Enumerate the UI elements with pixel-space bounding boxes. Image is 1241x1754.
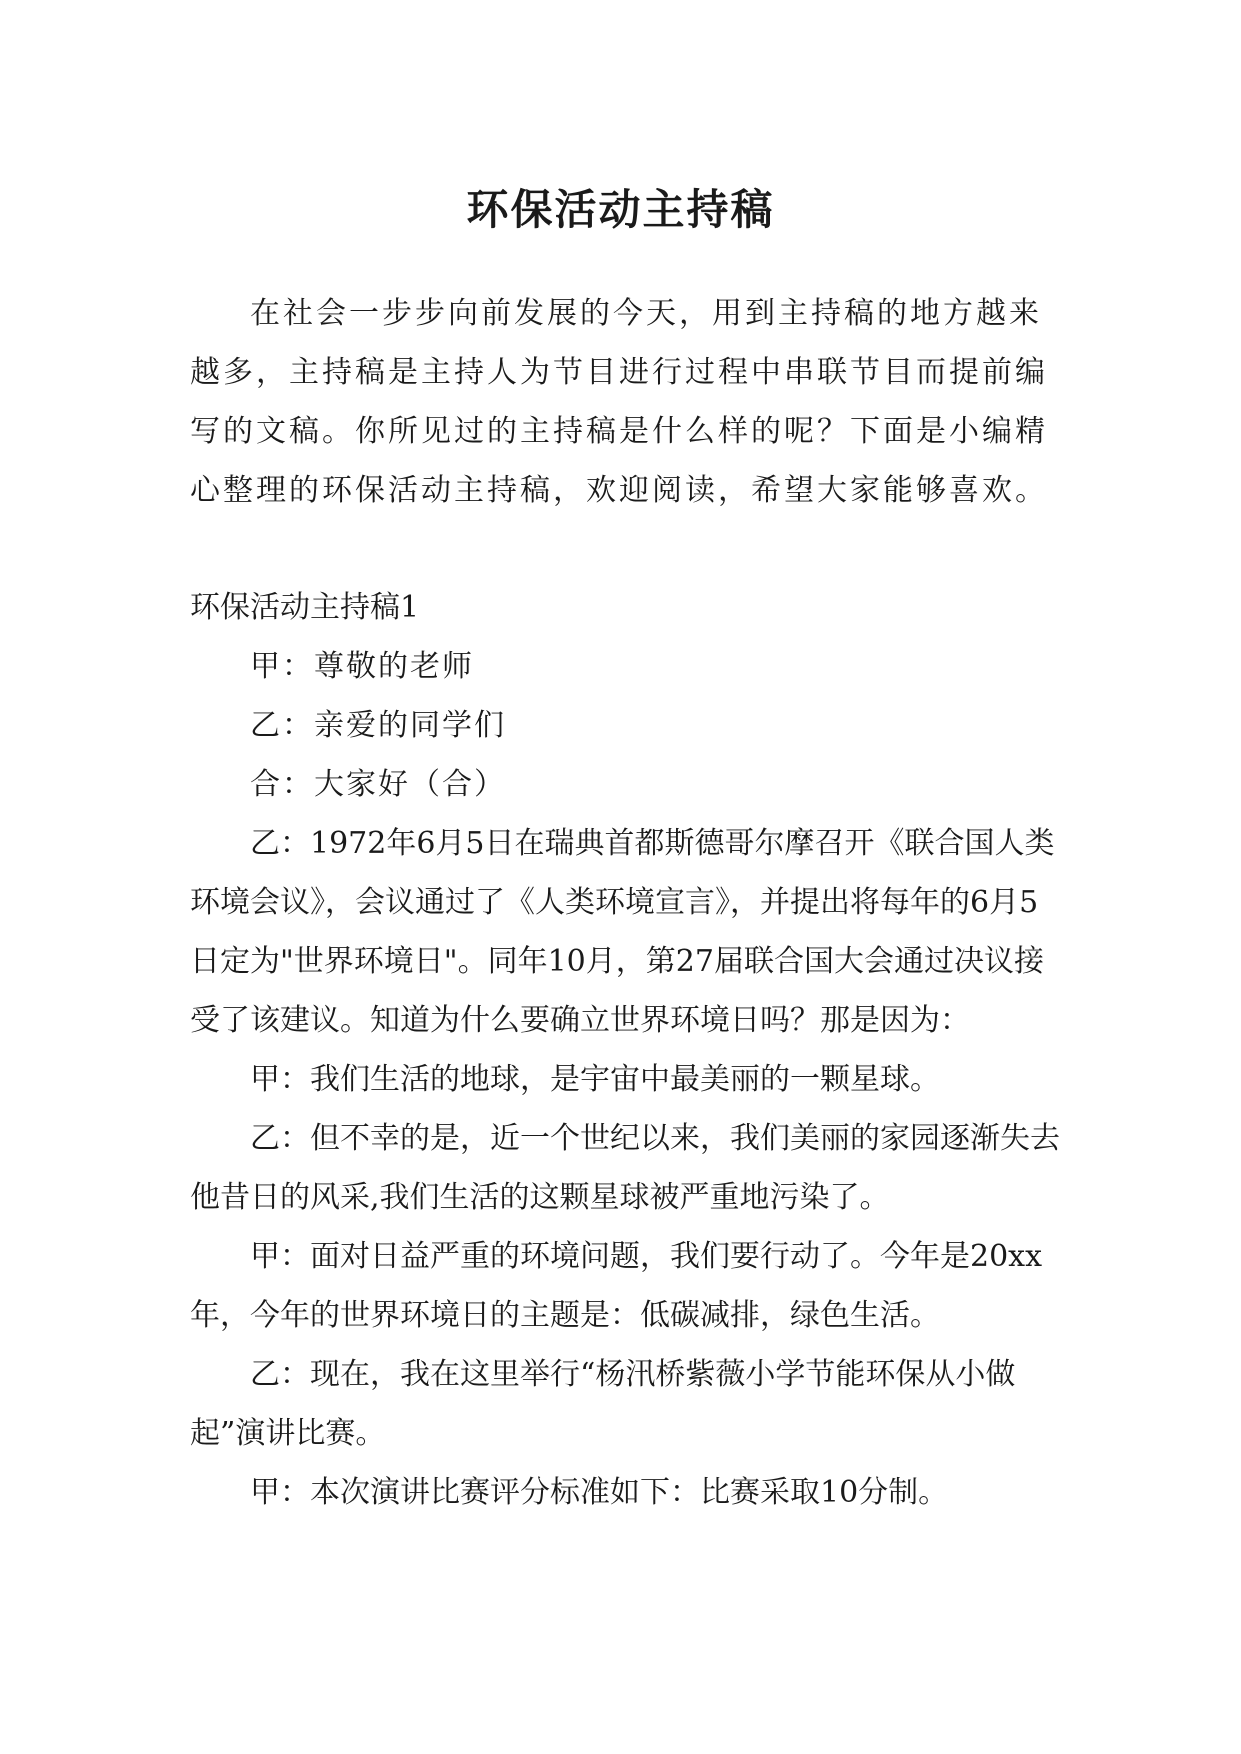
intro-paragraph: 在社会一步步向前发展的今天，用到主持稿的地方越来越多，主持稿是主持人为节目进行过程中串联节目而提前编写的文稿。你所见过的主持稿是什么样的呢？下面是小编精心整理的环保活动主持稿，欢迎阅读，希望大家能够喜欢。 bbox=[190, 296, 1048, 508]
section-heading: 环保活动主持稿1 bbox=[190, 590, 420, 625]
paragraph: 甲：尊敬的老师 bbox=[250, 649, 474, 684]
paragraph: 乙：1972年6月5日在瑞典首都斯德哥尔摩召开《联合国人类环境会议》，会议通过了《人类环境宣言》，并提出将每年的6月5日定为"世界环境日"。同年10月，第27届联合国大会通过决议接受了该建议。知道为什么要确立世界环境日吗？那是因为： bbox=[190, 826, 1055, 1038]
document-body bbox=[190, 284, 1060, 1522]
paragraph: 乙：亲爱的同学们 bbox=[250, 708, 506, 743]
document-title: 环保活动主持稿 bbox=[466, 185, 775, 235]
paragraph: 合：大家好（合） bbox=[250, 767, 506, 802]
paragraph: 乙：现在，我在这里举行“杨汛桥紫薇小学节能环保从小做起”演讲比赛。 bbox=[190, 1357, 1016, 1451]
paragraph: 甲：本次演讲比赛评分标准如下：比赛采取10分制。 bbox=[250, 1475, 949, 1510]
paragraph: 乙：但不幸的是，近一个世纪以来，我们美丽的家园逐渐失去他昔日的风采,我们生活的这颗星球被严重地污染了。 bbox=[190, 1121, 1060, 1215]
paragraph: 甲：面对日益严重的环境问题，我们要行动了。今年是20xx年，今年的世界环境日的主题是：低碳减排，绿色生活。 bbox=[190, 1239, 1043, 1333]
paragraph: 甲：我们生活的地球，是宇宙中最美丽的一颗星球。 bbox=[250, 1062, 940, 1097]
